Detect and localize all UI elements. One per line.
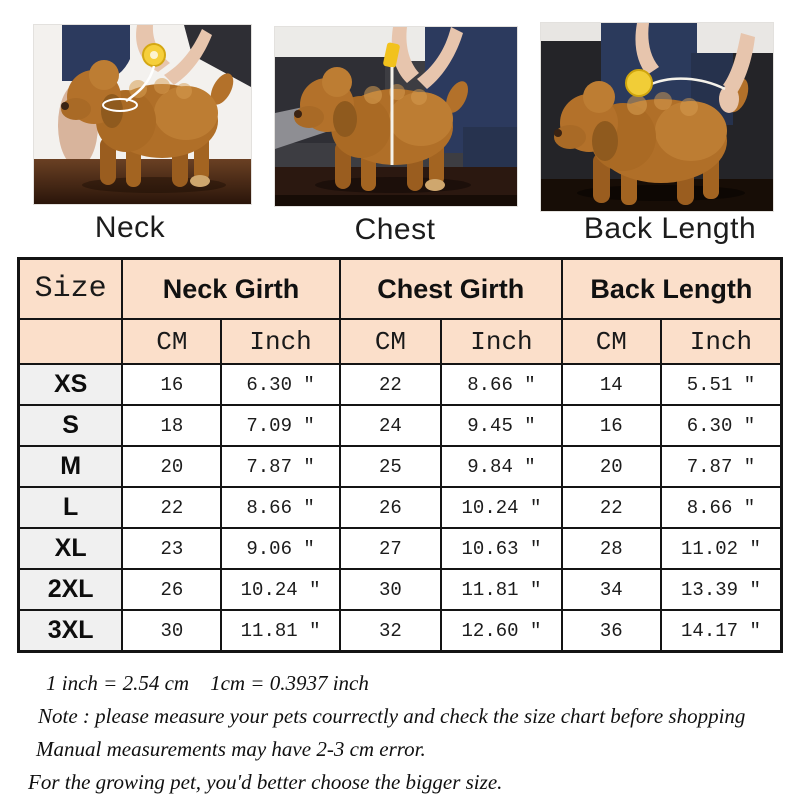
wall-strip	[691, 23, 773, 53]
value-cell: 36	[562, 610, 661, 652]
back-length-measurement-illustration	[541, 23, 773, 211]
value-cell: 8.66 ″	[661, 487, 782, 528]
size-cell: 3XL	[19, 610, 123, 652]
value-cell: 25	[340, 446, 441, 487]
value-cell: 6.30 ″	[221, 364, 339, 405]
wall-strip	[541, 23, 601, 41]
empty-header-cell	[19, 319, 123, 364]
value-cell: 8.66 ″	[441, 364, 562, 405]
measure-note: Note : please measure your pets courrectly and check the size chart before shopping	[38, 704, 746, 728]
value-cell: 10.24 ″	[221, 569, 339, 610]
value-cell: 26	[340, 487, 441, 528]
value-cell: 26	[122, 569, 221, 610]
value-cell: 34	[562, 569, 661, 610]
value-cell: 9.84 ″	[441, 446, 562, 487]
value-cell: 30	[340, 569, 441, 610]
value-cell: 11.81 ″	[441, 569, 562, 610]
value-cell: 9.06 ″	[221, 528, 339, 569]
value-cell: 32	[340, 610, 441, 652]
size-table-body	[19, 364, 782, 652]
table-row	[19, 528, 782, 569]
caption-back-length: Back Length	[583, 212, 757, 245]
value-cell: 16	[122, 364, 221, 405]
table-front-edge	[275, 195, 517, 206]
value-cell: 7.87 ″	[661, 446, 782, 487]
value-cell: 11.02 ″	[661, 528, 782, 569]
table-row	[19, 364, 782, 405]
value-cell: 22	[340, 364, 441, 405]
table-row	[19, 610, 782, 652]
value-cell: 27	[340, 528, 441, 569]
size-cell: L	[19, 487, 123, 528]
neck-girth-header: Neck Girth	[122, 259, 339, 320]
size-cell: M	[19, 446, 123, 487]
size-column-header: Size	[19, 259, 123, 320]
photo-neck-measurement	[33, 24, 252, 205]
unit-header: CM	[562, 319, 661, 364]
table-row	[19, 487, 782, 528]
value-cell: 20	[122, 446, 221, 487]
chest-girth-header: Chest Girth	[340, 259, 562, 320]
size-table	[17, 257, 783, 653]
value-cell: 14	[562, 364, 661, 405]
photo-back-length-measurement	[540, 22, 774, 212]
value-cell: 7.09 ″	[221, 405, 339, 446]
value-cell: 28	[562, 528, 661, 569]
table-row	[19, 569, 782, 610]
value-cell: 22	[562, 487, 661, 528]
value-cell: 10.24 ″	[441, 487, 562, 528]
tape-measure-hub	[150, 51, 158, 59]
value-cell: 9.45 ″	[441, 405, 562, 446]
value-cell: 30	[122, 610, 221, 652]
value-cell: 16	[562, 405, 661, 446]
table-row	[19, 446, 782, 487]
unit-header: Inch	[221, 319, 339, 364]
tape-measure-icon	[626, 70, 652, 96]
error-note: Manual measurements may have 2-3 cm error.	[36, 737, 426, 761]
unit-header-row	[19, 319, 782, 364]
value-cell: 13.39 ″	[661, 569, 782, 610]
unit-header: Inch	[441, 319, 562, 364]
back-length-header: Back Length	[562, 259, 782, 320]
size-cell: XL	[19, 528, 123, 569]
size-cell: 2XL	[19, 569, 123, 610]
group-header-row	[19, 259, 782, 320]
unit-header: CM	[340, 319, 441, 364]
size-cell: XS	[19, 364, 123, 405]
chest-measurement-illustration	[275, 27, 517, 206]
value-cell: 23	[122, 528, 221, 569]
caption-neck: Neck	[94, 211, 166, 244]
value-cell: 18	[122, 405, 221, 446]
value-cell: 5.51 ″	[661, 364, 782, 405]
photo-chest-measurement	[274, 26, 518, 207]
conversion-note: 1 inch = 2.54 cm 1cm = 0.3937 inch	[46, 671, 369, 695]
value-cell: 22	[122, 487, 221, 528]
advice-note: For the growing pet, you'd better choose the bigger size.	[28, 770, 503, 794]
unit-header: CM	[122, 319, 221, 364]
value-cell: 10.63 ″	[441, 528, 562, 569]
unit-header: Inch	[661, 319, 782, 364]
size-table-header	[19, 259, 782, 365]
footnotes	[12, 672, 792, 800]
neck-measurement-illustration	[34, 25, 251, 204]
value-cell: 20	[562, 446, 661, 487]
table-row	[19, 405, 782, 446]
value-cell: 7.87 ″	[221, 446, 339, 487]
size-cell: S	[19, 405, 123, 446]
caption-chest: Chest	[354, 213, 436, 246]
value-cell: 14.17 ″	[661, 610, 782, 652]
value-cell: 6.30 ″	[661, 405, 782, 446]
person-hand	[719, 85, 739, 113]
value-cell: 24	[340, 405, 441, 446]
value-cell: 11.81 ″	[221, 610, 339, 652]
value-cell: 12.60 ″	[441, 610, 562, 652]
value-cell: 8.66 ″	[221, 487, 339, 528]
